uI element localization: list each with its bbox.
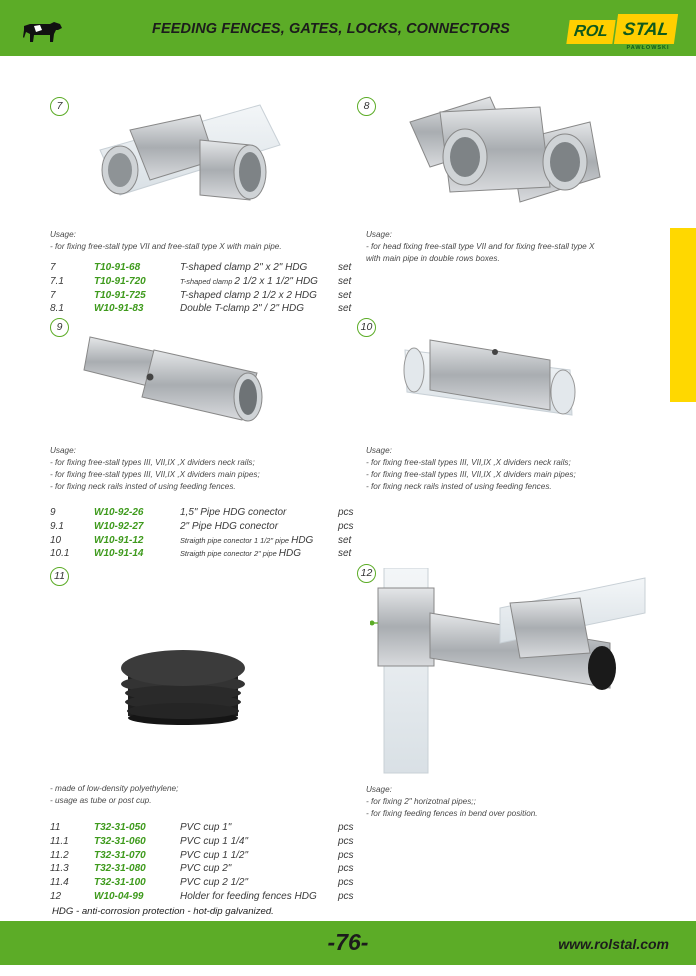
table-row bbox=[50, 876, 354, 890]
item-code: W10-91-14 bbox=[94, 548, 144, 560]
item-description: Holder for feeding fences HDG bbox=[180, 890, 317, 902]
table-row bbox=[50, 275, 351, 289]
item-number: 7 bbox=[50, 262, 56, 274]
item-unit: pcs bbox=[338, 890, 354, 902]
product-badge-9: 9 bbox=[50, 318, 69, 337]
item-number: 11.3 bbox=[50, 863, 69, 875]
table-row bbox=[50, 889, 354, 903]
item-unit: pcs bbox=[338, 822, 354, 834]
item-number: 11.2 bbox=[50, 849, 69, 861]
item-description: T-shaped clamp 2" x 2" HDG bbox=[180, 262, 308, 274]
usage-block-11 bbox=[50, 783, 178, 807]
item-unit: set bbox=[338, 276, 352, 288]
item-description-main: HDG bbox=[291, 534, 314, 546]
pvc-cup-image bbox=[112, 640, 252, 725]
usage-line: with main pipe in double rows boxes. bbox=[366, 254, 500, 263]
item-unit: pcs bbox=[338, 836, 354, 848]
item-number: 11.1 bbox=[50, 836, 69, 848]
logo-subtitle: PAWŁOWSKI bbox=[626, 45, 670, 51]
item-number: 10 bbox=[50, 534, 62, 546]
usage-line: - for fixing free-stall types III, VII,IX ,X dividers main pipes; bbox=[50, 470, 260, 479]
item-code: T32-31-100 bbox=[94, 877, 146, 889]
usage-line: - for fixing free-stall type VII and free-stall type X with main pipe. bbox=[50, 242, 282, 251]
table-row bbox=[50, 821, 354, 835]
item-description-main: HDG bbox=[278, 548, 301, 560]
item-description-prefix: T-shaped clamp bbox=[180, 277, 235, 287]
page-title: FEEDING FENCES, GATES, LOCKS, CONNECTORS bbox=[152, 21, 510, 37]
pipe-connector-image bbox=[82, 325, 292, 425]
usage-line: - for fixing neck rails insted of using feeding fences. bbox=[366, 482, 552, 491]
item-code: W10-92-27 bbox=[94, 521, 144, 533]
item-description: 2" Pipe HDG conector bbox=[180, 521, 279, 533]
item-unit: pcs bbox=[338, 521, 354, 533]
usage-title: Usage: bbox=[366, 785, 392, 794]
usage-title: Usage: bbox=[50, 230, 76, 239]
website-link[interactable]: www.rolstal.com bbox=[558, 936, 669, 952]
item-description: T-shaped clamp 2 1/2 x 2 HDG bbox=[180, 289, 317, 301]
item-description: 1,5" Pipe HDG conector bbox=[180, 507, 287, 519]
item-unit: pcs bbox=[338, 507, 354, 519]
item-description: Double T-clamp 2" / 2" HDG bbox=[180, 303, 304, 315]
product-badge-8: 8 bbox=[357, 97, 376, 116]
item-description-prefix: Straigth pipe conector 2" pipe bbox=[180, 549, 279, 559]
item-unit: set bbox=[338, 289, 352, 301]
product-table-cups-holders bbox=[50, 821, 354, 903]
item-description bbox=[180, 275, 338, 289]
item-number: 9 bbox=[50, 507, 56, 519]
item-number: 8.1 bbox=[50, 303, 64, 315]
usage-block-9 bbox=[50, 445, 260, 493]
usage-line: - for fixing free-stall types III, VII,IX ,X dividers neck rails; bbox=[366, 458, 571, 467]
page-header bbox=[0, 0, 696, 56]
item-code: T10-91-720 bbox=[94, 276, 146, 288]
section-tab bbox=[670, 228, 696, 402]
usage-block-8 bbox=[366, 229, 594, 265]
item-code: T32-31-070 bbox=[94, 849, 146, 861]
usage-line: - for fixing feeding fences in bend over position. bbox=[366, 809, 538, 818]
table-row bbox=[50, 506, 354, 520]
item-description: PVC cup 1 1/4" bbox=[180, 836, 249, 848]
usage-line: - for head fixing free-stall type VII and for fixing free-stall type X bbox=[366, 242, 595, 251]
item-code: T32-31-060 bbox=[94, 836, 146, 848]
item-description bbox=[180, 547, 338, 561]
item-number: 11.4 bbox=[50, 877, 69, 889]
item-unit: set bbox=[338, 303, 352, 315]
cow-icon bbox=[20, 18, 64, 44]
item-number: 7.1 bbox=[50, 276, 64, 288]
item-description: PVC cup 1 1/2" bbox=[180, 849, 249, 861]
table-row bbox=[50, 533, 354, 547]
usage-block-10 bbox=[366, 445, 576, 493]
item-number: 9.1 bbox=[50, 521, 64, 533]
usage-block-12 bbox=[366, 784, 538, 820]
product-table-clamps bbox=[50, 261, 351, 316]
item-unit: set bbox=[338, 548, 352, 560]
item-code: W10-91-83 bbox=[94, 303, 144, 315]
straight-pipe-connector-image bbox=[400, 330, 585, 420]
table-row bbox=[50, 835, 354, 849]
item-description-prefix: Straigth pipe conector 1 1/2" pipe bbox=[180, 535, 292, 545]
product-badge-10: 10 bbox=[357, 318, 376, 337]
item-number: 11 bbox=[50, 822, 61, 834]
hdg-note: HDG - anti-corrosion protection - hot-dip galvanized. bbox=[52, 906, 274, 917]
item-code: T32-31-050 bbox=[94, 822, 146, 834]
table-row bbox=[50, 288, 351, 302]
item-number: 12 bbox=[50, 890, 62, 902]
item-description-main: 2 1/2 x 1 1/2" HDG bbox=[234, 276, 318, 288]
usage-line: - for fixing neck rails insted of using feeding fences. bbox=[50, 482, 236, 491]
feeding-fence-holder-image bbox=[370, 568, 650, 776]
page-number: -76- bbox=[327, 929, 369, 955]
item-unit: set bbox=[338, 534, 352, 546]
item-unit: pcs bbox=[338, 849, 354, 861]
table-row bbox=[50, 862, 354, 876]
product-badge-7: 7 bbox=[50, 97, 69, 116]
item-description: PVC cup 2" bbox=[180, 863, 232, 875]
usage-line: - for fixing 2" horizotnal pipes;; bbox=[366, 797, 476, 806]
usage-block-7 bbox=[50, 229, 282, 253]
table-row bbox=[50, 848, 354, 862]
usage-title: Usage: bbox=[366, 230, 392, 239]
usage-line: - for fixing free-stall types III, VII,IX ,X dividers main pipes; bbox=[366, 470, 576, 479]
usage-line: - made of low-density polyethylene; bbox=[50, 784, 179, 793]
product-badge-12: 12 bbox=[357, 564, 376, 583]
item-code: T10-91-68 bbox=[94, 262, 141, 274]
item-unit: pcs bbox=[338, 863, 354, 875]
logo-stal: STAL bbox=[614, 14, 678, 44]
item-number: 10.1 bbox=[50, 548, 70, 560]
table-row bbox=[50, 520, 354, 534]
item-description bbox=[180, 533, 338, 547]
table-row bbox=[50, 547, 354, 561]
logo-rol: ROL bbox=[566, 20, 615, 44]
rolstal-logo bbox=[568, 14, 688, 52]
table-row bbox=[50, 261, 351, 275]
t-clamp-image bbox=[80, 100, 300, 210]
item-unit: set bbox=[338, 262, 352, 274]
item-code: W10-91-12 bbox=[94, 534, 144, 546]
page-footer bbox=[0, 921, 696, 965]
product-table-connectors bbox=[50, 506, 354, 561]
product-badge-11: 11 bbox=[50, 567, 69, 586]
usage-line: - usage as tube or post cup. bbox=[50, 796, 152, 805]
item-code: T10-91-725 bbox=[94, 289, 146, 301]
item-description: PVC cup 2 1/2" bbox=[180, 877, 249, 889]
item-description: PVC cup 1" bbox=[180, 822, 232, 834]
usage-title: Usage: bbox=[366, 446, 392, 455]
item-code: W10-04-99 bbox=[94, 890, 144, 902]
item-unit: pcs bbox=[338, 877, 354, 889]
usage-line: - for fixing free-stall types III, VII,IX ,X dividers neck rails; bbox=[50, 458, 255, 467]
double-t-clamp-image bbox=[400, 92, 610, 217]
item-code: W10-92-26 bbox=[94, 507, 144, 519]
item-number: 7 bbox=[50, 289, 56, 301]
item-code: T32-31-080 bbox=[94, 863, 146, 875]
table-row bbox=[50, 302, 351, 316]
usage-title: Usage: bbox=[50, 446, 76, 455]
